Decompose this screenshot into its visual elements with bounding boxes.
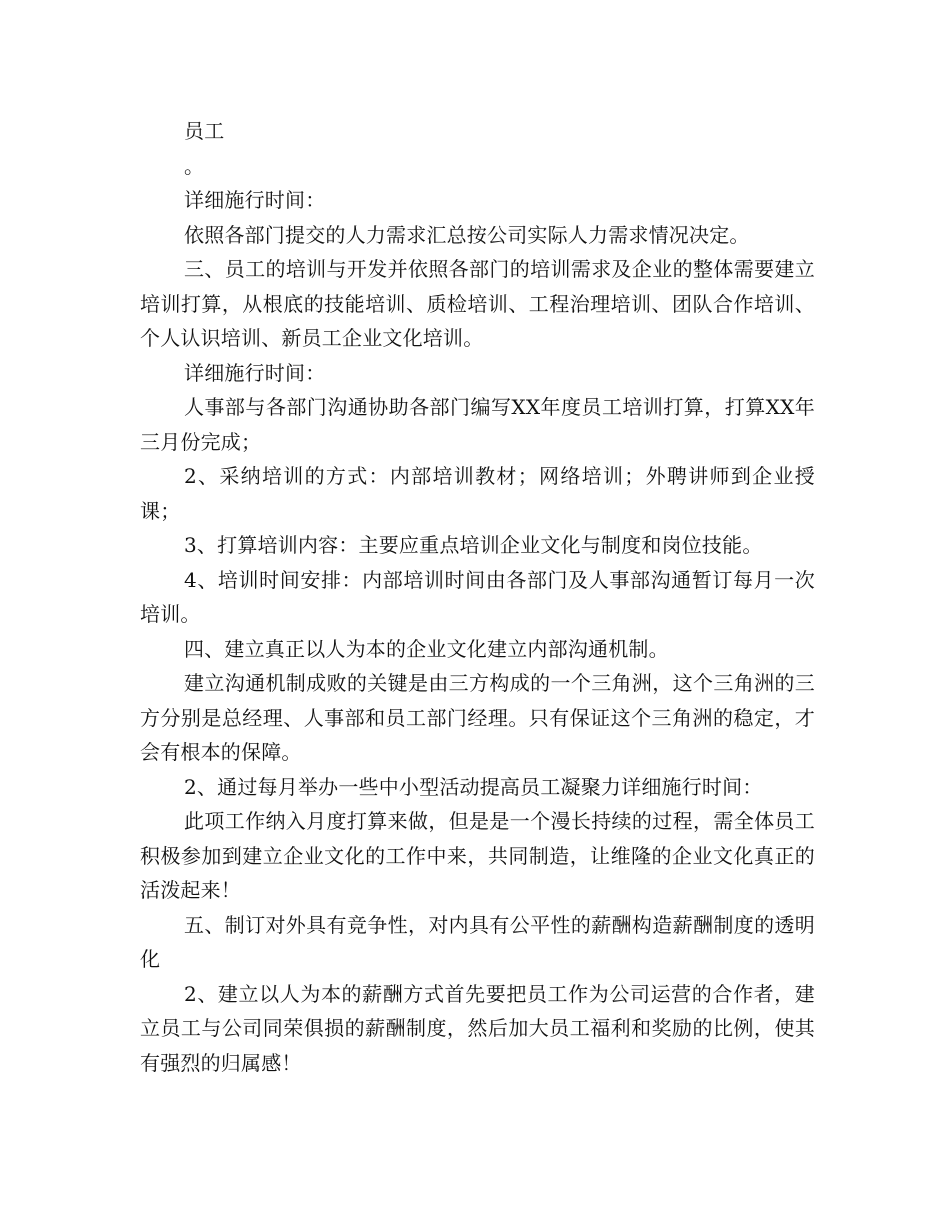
paragraph-11: 四、建立真正以人为本的企业文化建立内部沟通机制。 (184, 636, 669, 661)
paragraph-5: 三、员工的培训与开发并依照各部门的培训需求及企业的整体需要建立培训打算，从根底的技能培训、质检培训、工程治理培训、团队合作培训、个人认识培训、新员工企业文化培训。 (140, 257, 815, 350)
paragraph-13: 2、通过每月举办一些中小型活动提高员工凝聚力详细施行时间： (184, 774, 763, 799)
paragraph-8: 2、采纳培训的方式：内部培训教材；网络培训；外聘讲师到企业授课； (140, 464, 815, 523)
paragraph-14: 此项工作纳入月度打算来做，但是是一个漫长持续的过程，需全体员工积极参加到建立企业文化的工作中来，共同制造，让维隆的企业文化真正的活泼起来！ (140, 809, 815, 902)
paragraph-2: 。 (184, 153, 205, 178)
paragraph-7: 人事部与各部门沟通协助各部门编写XX年度员工培训打算，打算XX年三月份完成； (140, 395, 815, 454)
document-body (140, 114, 815, 1080)
paragraph-10: 4、培训时间安排：内部培训时间由各部门及人事部沟通暂订每月一次培训。 (140, 567, 815, 626)
paragraph-4: 依照各部门提交的人力需求汇总按公司实际人力需求情况决定。 (184, 222, 750, 247)
paragraph-16: 2、建立以人为本的薪酬方式首先要把员工作为公司运营的合作者，建立员工与公司同荣俱损的薪酬制度，然后加大员工福利和奖励的比例，使其有强烈的归属感！ (140, 981, 815, 1075)
paragraph-3: 详细施行时间： (184, 188, 326, 212)
paragraph-15: 五、制订对外具有竞争性，对内具有公平性的薪酬构造薪酬制度的透明化 (140, 912, 815, 971)
paragraph-12: 建立沟通机制成败的关键是由三方构成的一个三角洲，这个三角洲的三方分别是总经理、人事部和员工部门经理。只有保证这个三角洲的稳定，才会有根本的保障。 (140, 671, 815, 764)
paragraph-6: 详细施行时间： (184, 360, 326, 385)
paragraph-1: 员工 (184, 119, 225, 143)
paragraph-9: 3、打算培训内容：主要应重点培训企业文化与制度和岗位技能。 (184, 533, 763, 557)
